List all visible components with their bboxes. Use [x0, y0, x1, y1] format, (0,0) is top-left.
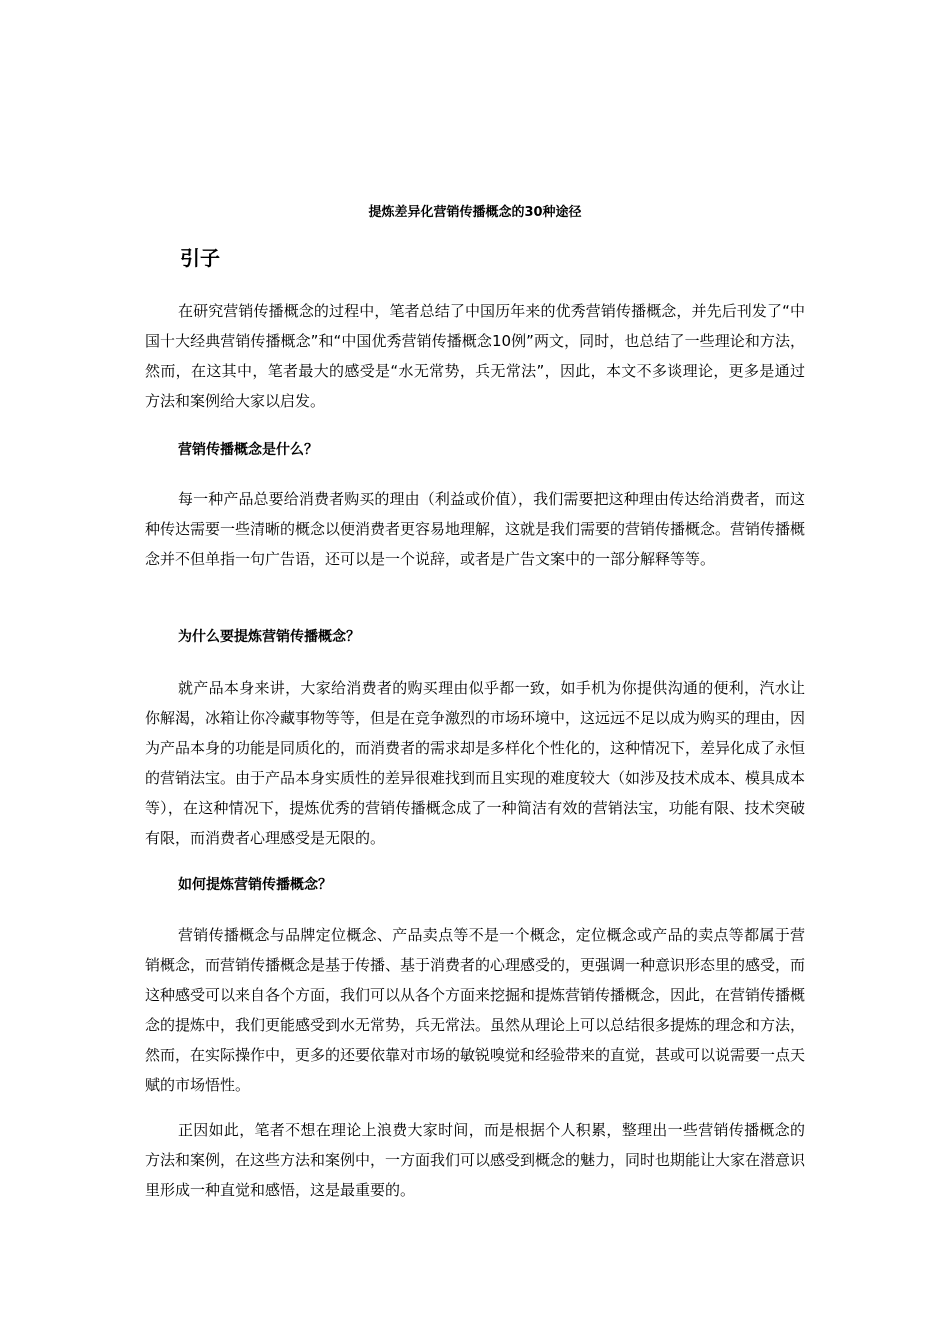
section-heading-why: 为什么要提炼营销传播概念？	[178, 629, 360, 645]
intro-paragraph: 在研究营销传播概念的过程中，笔者总结了中国历年来的优秀营销传播概念，并先后刊发了“中国十大经典营销传播概念”和“中国优秀营销传播概念10例”两文，同时，也总结了一些理论和方法，然而，在这其中，笔者最大的感受是“水无常势，兵无常法”，因此，本文不多谈理论，更多是通过方法和案例给大家以启发。	[145, 302, 805, 410]
intro-heading: 引子	[180, 246, 220, 270]
section-heading-how: 如何提炼营销传播概念？	[178, 877, 332, 893]
section-heading-what: 营销传播概念是什么？	[178, 442, 318, 458]
closing-paragraph: 正因如此，笔者不想在理论上浪费大家时间，而是根据个人积累，整理出一些营销传播概念的方法和案例，在这些方法和案例中，一方面我们可以感受到概念的魅力，同时也期能让大家在潜意识里形成一种直觉和感悟，这是最重要的。	[145, 1121, 806, 1199]
section-paragraph-what: 每一种产品总要给消费者购买的理由（利益或价值），我们需要把这种理由传达给消费者，而这种传达需要一些清晰的概念以便消费者更容易地理解，这就是我们需要的营销传播概念。营销传播概念并不但单指一句广告语，还可以是一个说辞，或者是广告文案中的一部分解释等等。	[145, 490, 806, 568]
document-title: 提炼差异化营销传播概念的30种途径	[368, 205, 582, 220]
section-paragraph-how: 营销传播概念与品牌定位概念、产品卖点等不是一个概念，定位概念或产品的卖点等都属于营销概念，而营销传播概念是基于传播、基于消费者的心理感受的，更强调一种意识形态里的感受，而这种感受可以来自各个方面，我们可以从各个方面来挖掘和提炼营销传播概念，因此，在营销传播概念的提炼中，我们更能感受到水无常势，兵无常法。虽然从理论上可以总结很多提炼的理念和方法，然而，在实际操作中，更多的还要依靠对市场的敏锐嗅觉和经验带来的直觉，甚或可以说需要一点天赋的市场悟性。	[145, 926, 806, 1094]
section-paragraph-why: 就产品本身来讲，大家给消费者的购买理由似乎都一致，如手机为你提供沟通的便利，汽水让你解渴，冰箱让你冷藏事物等等，但是在竞争激烈的市场环境中，这远远不足以成为购买的理由，因为产品本身的功能是同质化的，而消费者的需求却是多样化个性化的，这种情况下，差异化成了永恒的营销法宝。由于产品本身实质性的差异很难找到而且实现的难度较大（如涉及技术成本、模具成本等），在这种情况下，提炼优秀的营销传播概念成了一种简洁有效的营销法宝，功能有限、技术突破有限，而消费者心理感受是无限的。	[145, 679, 806, 847]
